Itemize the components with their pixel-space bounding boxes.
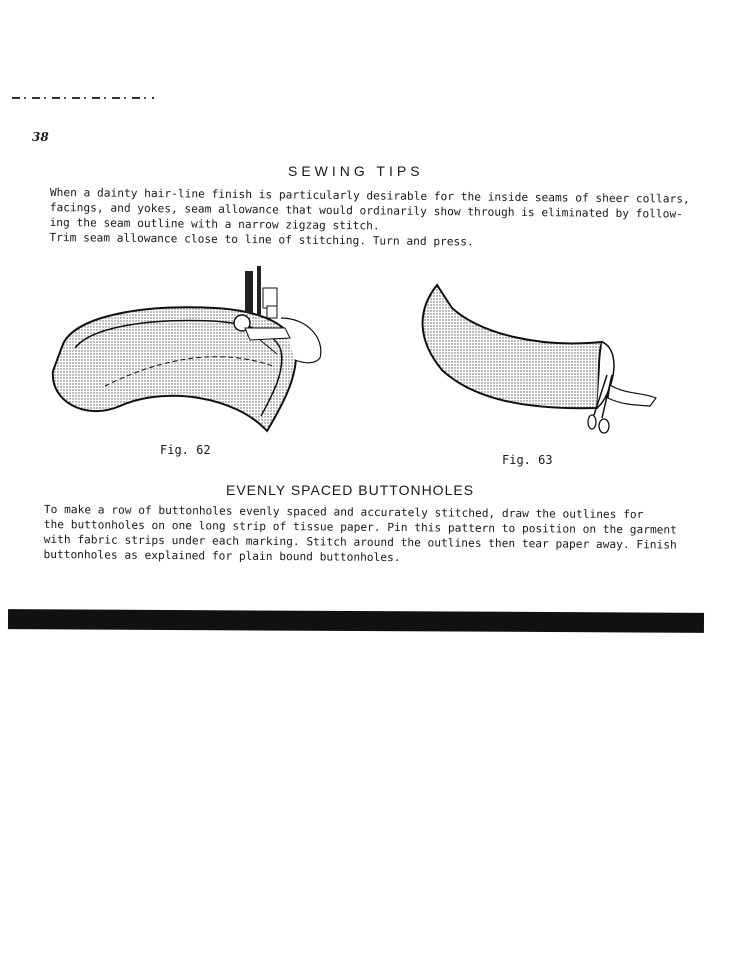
paragraph-line: When a dainty hair-line finish is particularly desirable for the inside seams of sheer collars, <box>49 185 690 206</box>
paragraph-line: with fabric strips under each marking. Stitch around the outlines then tear paper away. Finish <box>43 532 677 552</box>
figure-62-illustration <box>45 266 330 438</box>
paragraph-line: To make a row of buttonholes evenly spaced and accurately stitched, draw the outlines for <box>43 502 644 522</box>
paragraph-line: the buttonholes on one long strip of tissue paper. Pin this pattern to position on the garment <box>43 517 677 537</box>
header-scan-mark <box>12 97 154 99</box>
paragraph-line: buttonholes as explained for plain bound buttonholes. <box>43 547 401 565</box>
paragraph-line: Trim seam allowance close to line of stitching. Turn and press. <box>49 230 474 249</box>
trimmed-collar-shape <box>423 285 602 408</box>
figure-62-caption: Fig. 62 <box>160 443 211 457</box>
sewing-tips-paragraph <box>49 185 690 251</box>
section-title-buttonholes: EVENLY SPACED BUTTONHOLES <box>226 482 475 498</box>
paragraph-line: ing the seam outline with a narrow zigzag stitch. <box>49 215 380 233</box>
figure-63-caption: Fig. 63 <box>502 453 553 467</box>
paragraph-line: facings, and yokes, seam allowance that would ordinarily show through is eliminated by follow- <box>49 200 683 221</box>
figure-63-illustration <box>412 280 662 440</box>
trimmed-strip <box>608 385 656 406</box>
page-number: 38 <box>32 130 49 144</box>
buttonholes-paragraph <box>43 502 677 567</box>
section-title-sewing-tips: SEWING TIPS <box>288 163 424 179</box>
collar-fabric-shape <box>53 307 296 431</box>
page-divider-bar <box>8 609 704 633</box>
